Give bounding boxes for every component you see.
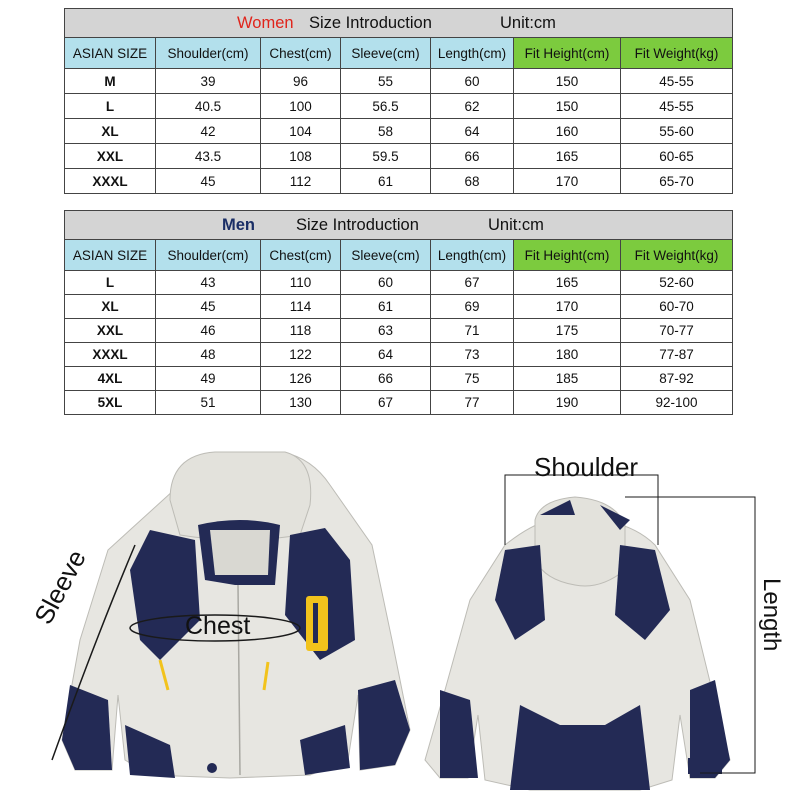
header-sleeve: Sleeve(cm) bbox=[341, 240, 431, 271]
sleeve-cell: 60 bbox=[341, 271, 431, 295]
fit-weight-cell: 52-60 bbox=[621, 271, 733, 295]
fit-weight-cell: 65-70 bbox=[621, 169, 733, 194]
shoulder-cell: 49 bbox=[156, 367, 261, 391]
men-size-intro-label: Size Introduction bbox=[296, 216, 419, 234]
header-asian-size: ASIAN SIZE bbox=[65, 240, 156, 271]
chest-cell: 100 bbox=[261, 94, 341, 119]
size-cell: XXL bbox=[65, 144, 156, 169]
header-asian-size: ASIAN SIZE bbox=[65, 38, 156, 69]
length-cell: 64 bbox=[431, 119, 514, 144]
size-cell: XL bbox=[65, 119, 156, 144]
fit-height-cell: 170 bbox=[514, 169, 621, 194]
chest-cell: 114 bbox=[261, 295, 341, 319]
fit-height-cell: 165 bbox=[514, 271, 621, 295]
sleeve-cell: 59.5 bbox=[341, 144, 431, 169]
chest-cell: 104 bbox=[261, 119, 341, 144]
shoulder-cell: 39 bbox=[156, 69, 261, 94]
header-shoulder: Shoulder(cm) bbox=[156, 38, 261, 69]
fit-weight-cell: 45-55 bbox=[621, 94, 733, 119]
header-sleeve: Sleeve(cm) bbox=[341, 38, 431, 69]
men-unit-label: Unit:cm bbox=[488, 216, 544, 234]
chest-cell: 112 bbox=[261, 169, 341, 194]
sleeve-cell: 55 bbox=[341, 69, 431, 94]
header-length: Length(cm) bbox=[431, 240, 514, 271]
length-cell: 75 bbox=[431, 367, 514, 391]
fit-weight-cell: 87-92 bbox=[621, 367, 733, 391]
size-cell: XXXL bbox=[65, 343, 156, 367]
size-cell: XXL bbox=[65, 319, 156, 343]
fit-weight-cell: 70-77 bbox=[621, 319, 733, 343]
fit-height-cell: 150 bbox=[514, 94, 621, 119]
header-length: Length(cm) bbox=[431, 38, 514, 69]
fit-height-cell: 175 bbox=[514, 319, 621, 343]
shoulder-cell: 42 bbox=[156, 119, 261, 144]
sleeve-cell: 61 bbox=[341, 295, 431, 319]
shoulder-cell: 45 bbox=[156, 295, 261, 319]
fit-weight-cell: 60-70 bbox=[621, 295, 733, 319]
sleeve-cell: 63 bbox=[341, 319, 431, 343]
fit-height-cell: 180 bbox=[514, 343, 621, 367]
header-fit-weight: Fit Weight(kg) bbox=[621, 240, 733, 271]
size-cell: XL bbox=[65, 295, 156, 319]
size-cell: M bbox=[65, 69, 156, 94]
header-shoulder: Shoulder(cm) bbox=[156, 240, 261, 271]
size-cell: 5XL bbox=[65, 391, 156, 415]
shoulder-label: Shoulder bbox=[534, 452, 639, 482]
shoulder-cell: 46 bbox=[156, 319, 261, 343]
length-cell: 67 bbox=[431, 271, 514, 295]
fit-height-cell: 165 bbox=[514, 144, 621, 169]
size-cell: 4XL bbox=[65, 367, 156, 391]
length-cell: 77 bbox=[431, 391, 514, 415]
length-cell: 68 bbox=[431, 169, 514, 194]
shoulder-cell: 48 bbox=[156, 343, 261, 367]
chest-cell: 108 bbox=[261, 144, 341, 169]
fit-weight-cell: 92-100 bbox=[621, 391, 733, 415]
fit-weight-cell: 77-87 bbox=[621, 343, 733, 367]
size-cell: L bbox=[65, 271, 156, 295]
chest-cell: 96 bbox=[261, 69, 341, 94]
shoulder-cell: 45 bbox=[156, 169, 261, 194]
sleeve-label: Sleeve bbox=[28, 544, 92, 630]
women-unit-label: Unit:cm bbox=[500, 14, 556, 32]
chest-cell: 126 bbox=[261, 367, 341, 391]
shoulder-cell: 40.5 bbox=[156, 94, 261, 119]
length-cell: 60 bbox=[431, 69, 514, 94]
women-size-intro-label: Size Introduction bbox=[309, 14, 432, 32]
fit-weight-cell: 55-60 bbox=[621, 119, 733, 144]
header-fit-weight: Fit Weight(kg) bbox=[621, 38, 733, 69]
fit-height-cell: 160 bbox=[514, 119, 621, 144]
size-cell: L bbox=[65, 94, 156, 119]
header-fit-height: Fit Height(cm) bbox=[514, 240, 621, 271]
sleeve-cell: 58 bbox=[341, 119, 431, 144]
fit-height-cell: 185 bbox=[514, 367, 621, 391]
sleeve-cell: 64 bbox=[341, 343, 431, 367]
fit-height-cell: 190 bbox=[514, 391, 621, 415]
chest-cell: 130 bbox=[261, 391, 341, 415]
chest-label: Chest bbox=[185, 612, 251, 640]
fit-weight-cell: 60-65 bbox=[621, 144, 733, 169]
length-cell: 62 bbox=[431, 94, 514, 119]
length-cell: 69 bbox=[431, 295, 514, 319]
fit-weight-cell: 45-55 bbox=[621, 69, 733, 94]
sleeve-cell: 66 bbox=[341, 367, 431, 391]
shoulder-cell: 43 bbox=[156, 271, 261, 295]
chest-cell: 118 bbox=[261, 319, 341, 343]
length-cell: 66 bbox=[431, 144, 514, 169]
sleeve-cell: 67 bbox=[341, 391, 431, 415]
back-jacket-shape bbox=[425, 497, 730, 790]
header-fit-height: Fit Height(cm) bbox=[514, 38, 621, 69]
sleeve-cell: 56.5 bbox=[341, 94, 431, 119]
shoulder-cell: 43.5 bbox=[156, 144, 261, 169]
women-gender-label: Women bbox=[237, 14, 294, 32]
chest-cell: 122 bbox=[261, 343, 341, 367]
header-chest: Chest(cm) bbox=[261, 240, 341, 271]
length-cell: 73 bbox=[431, 343, 514, 367]
size-cell: XXXL bbox=[65, 169, 156, 194]
sleeve-cell: 61 bbox=[341, 169, 431, 194]
fit-height-cell: 150 bbox=[514, 69, 621, 94]
fit-height-cell: 170 bbox=[514, 295, 621, 319]
header-chest: Chest(cm) bbox=[261, 38, 341, 69]
length-label: Length bbox=[758, 578, 785, 652]
length-cell: 71 bbox=[431, 319, 514, 343]
shoulder-cell: 51 bbox=[156, 391, 261, 415]
men-gender-label: Men bbox=[222, 216, 255, 234]
chest-cell: 110 bbox=[261, 271, 341, 295]
